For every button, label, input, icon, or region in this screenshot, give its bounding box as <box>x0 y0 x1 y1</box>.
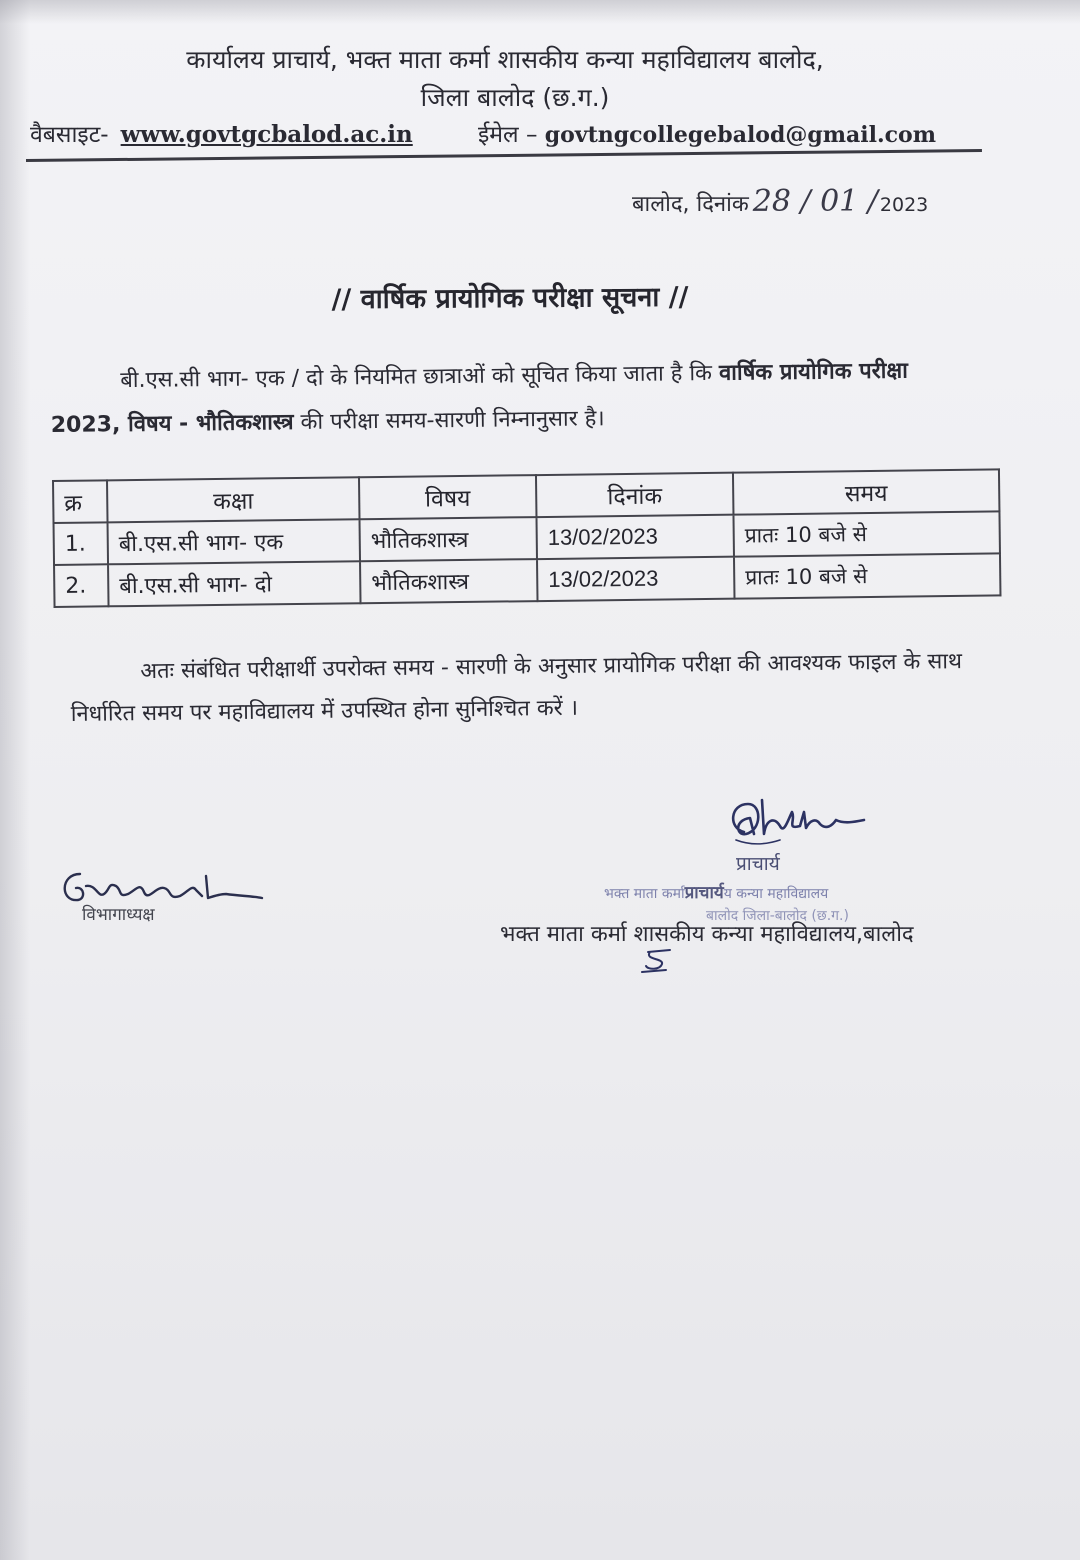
letterhead-divider <box>26 149 982 162</box>
stamp-text-pre: भक्त माता कर्मा <box>604 886 685 902</box>
date-handwritten: 28 / 01 / <box>752 184 878 219</box>
email-block <box>478 117 936 149</box>
website-link[interactable]: www.govtgcbalod.ac.in <box>120 121 413 148</box>
principal-label: प्राचार्य <box>736 853 780 875</box>
col-header-time: समय <box>733 469 999 514</box>
email-address[interactable]: govtngcollegebalod@gmail.com <box>544 122 936 148</box>
initial-mark <box>640 948 680 974</box>
col-header-date: दिनांक <box>536 473 733 517</box>
cell-class: बी.एस.सी भाग- एक <box>108 519 360 564</box>
college-stamp-location: बालोद जिला-बालोद (छ.ग.) <box>706 908 849 924</box>
cell-sr: 1. <box>54 522 109 565</box>
col-header-sr: क्र <box>53 480 108 523</box>
cell-time: प्रातः 10 बजे से <box>734 553 1000 598</box>
contact-row <box>30 117 980 149</box>
date-year: 2023 <box>879 194 929 216</box>
cell-date: 13/02/2023 <box>536 515 733 559</box>
intro-part2: की परीक्षा समय-सारणी निम्नानुसार है। <box>293 406 605 436</box>
col-header-subject: विषय <box>359 475 536 519</box>
hod-label: विभागाध्यक्ष <box>82 905 155 925</box>
cell-subject: भौतिकशास्त्र <box>360 559 537 603</box>
intro-text <box>50 349 951 448</box>
email-label: ईमेल – <box>478 122 538 148</box>
instruction-text: अतः संबंधित परीक्षार्थी उपरोक्त समय - सारणी के अनुसार प्रायोगिक परीक्षा की आवश्यक फाइल के साथ निर्धारित समय पर महाविद्यालय में उपस्थित होना सुनिश्चित करें । <box>70 649 963 727</box>
cell-subject: भौतिकशास्त्र <box>360 517 537 561</box>
page-edge-shadow <box>0 0 30 1560</box>
schedule-table-wrapper <box>52 468 1001 608</box>
intro-bold-exam: वार्षिक प्रायोगिक परीक्षा 2023, विषय - भौतिकशास्त्र <box>50 358 909 438</box>
page-top-shadow <box>0 0 1080 24</box>
letterhead-district-line: जिला बालोद (छ.ग.) <box>420 83 610 112</box>
schedule-table <box>52 468 1001 608</box>
principal-signature <box>722 790 872 850</box>
cell-class: बी.एस.सी भाग- दो <box>108 561 360 606</box>
cell-date: 13/02/2023 <box>537 557 734 601</box>
date-label: बालोद, दिनांक <box>632 192 749 217</box>
date-line <box>632 184 928 219</box>
college-name-line: भक्त माता कर्मा शासकीय कन्या महाविद्यालय,बालोद <box>500 922 914 947</box>
col-header-class: कक्षा <box>107 477 359 522</box>
intro-part1: बी.एस.सी भाग- एक / दो के नियमित छात्राओं को सूचित किया जाता है कि <box>120 360 720 394</box>
notice-intro-paragraph <box>50 349 951 448</box>
website-label: वैबसाइट- <box>30 122 109 148</box>
college-stamp <box>604 880 828 903</box>
cell-sr: 2. <box>54 564 109 607</box>
stamp-title: प्राचार्य <box>684 883 724 903</box>
notice-instruction-paragraph <box>70 641 991 736</box>
letterhead-office-line: कार्यालय प्राचार्य, भक्त माता कर्मा शासकीय कन्या महाविद्यालय बालोद, <box>186 45 824 74</box>
stamp-text-post: य कन्या महाविद्यालय <box>723 886 829 902</box>
notice-title: // वार्षिक प्रायोगिक परीक्षा सूचना // <box>331 281 689 316</box>
cell-time: प्रातः 10 बजे से <box>733 511 999 556</box>
